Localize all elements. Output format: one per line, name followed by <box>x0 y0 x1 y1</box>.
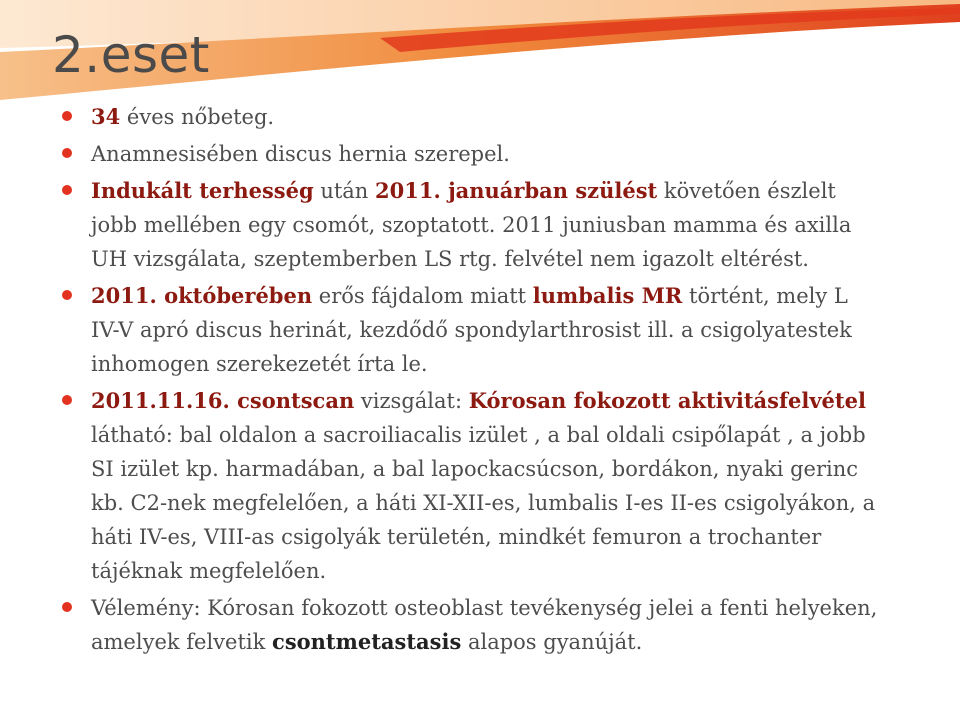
bullet-highlight-text: csontmetastasis <box>272 629 462 654</box>
bullet-highlight-text: Indukált terhesség <box>91 178 314 203</box>
bullet-item <box>62 384 882 588</box>
bullet-item <box>62 174 882 276</box>
bullet-item <box>62 137 882 171</box>
bullet-highlight-text: 34 <box>91 104 121 129</box>
bullet-text: után <box>313 179 375 203</box>
bullet-text: erős fájdalom miatt <box>312 284 533 308</box>
bullet-text: látható: bal oldalon a sacroiliacalis izület , a bal oldali csipőlapát , a jobb SI izület kp. harmadában, a bal lapockacsúcson, bordákon, nyaki gerinc kb. C2-nek megfelelően, a háti XI-XII-es, lumbalis I-es II-es csigolyákon, a háti IV-es, VIII-as csigolyák területén, mindkét femuron a trochanter tájéknak megfelelően. <box>91 423 876 583</box>
bullet-highlight-text: Kórosan fokozott aktivitásfelvétel <box>468 388 866 413</box>
bullet-highlight-text: lumbalis MR <box>532 283 683 308</box>
bullet-text: követően észlelt jobb mellében egy csomót, szoptatott. 2011 juniusban mamma és axilla UH vizsgálata, szeptemberben LS rtg. felvétel nem igazolt eltérést. <box>91 179 852 271</box>
bullet-highlight-text: 2011.11.16. csontscan <box>91 388 355 413</box>
bullet-highlight-text: 2011. januárban szülést <box>375 178 658 203</box>
bullet-highlight-text: 2011. októberében <box>91 283 313 308</box>
bullet-dot-icon <box>62 148 72 158</box>
bullet-text: Vélemény: Kórosan fokozott osteoblast tevékenység jelei a fenti helyeken, amelyek felvetik <box>91 596 878 654</box>
bullet-item <box>62 591 882 659</box>
bullet-item <box>62 100 882 134</box>
bullet-text: vizsgálat: <box>354 389 469 413</box>
bullet-dot-icon <box>62 290 72 300</box>
bullet-text: Anamnesisében discus hernia szerepel. <box>91 142 510 166</box>
bullet-text: éves nőbeteg. <box>120 105 275 129</box>
bullet-dot-icon <box>62 395 72 405</box>
bullet-dot-icon <box>62 185 72 195</box>
bullet-dot-icon <box>62 602 72 612</box>
slide-title: 2.eset <box>52 26 210 84</box>
bullet-list <box>62 100 882 662</box>
bullet-text: történt, mely L IV-V apró discus herinát, kezdődő spondylarthrosist ill. a csigolyatestek inhomogen szerekezetét írta le. <box>91 284 852 376</box>
bullet-dot-icon <box>62 111 72 121</box>
bullet-text: alapos gyanúját. <box>461 630 643 654</box>
bullet-item <box>62 279 882 381</box>
